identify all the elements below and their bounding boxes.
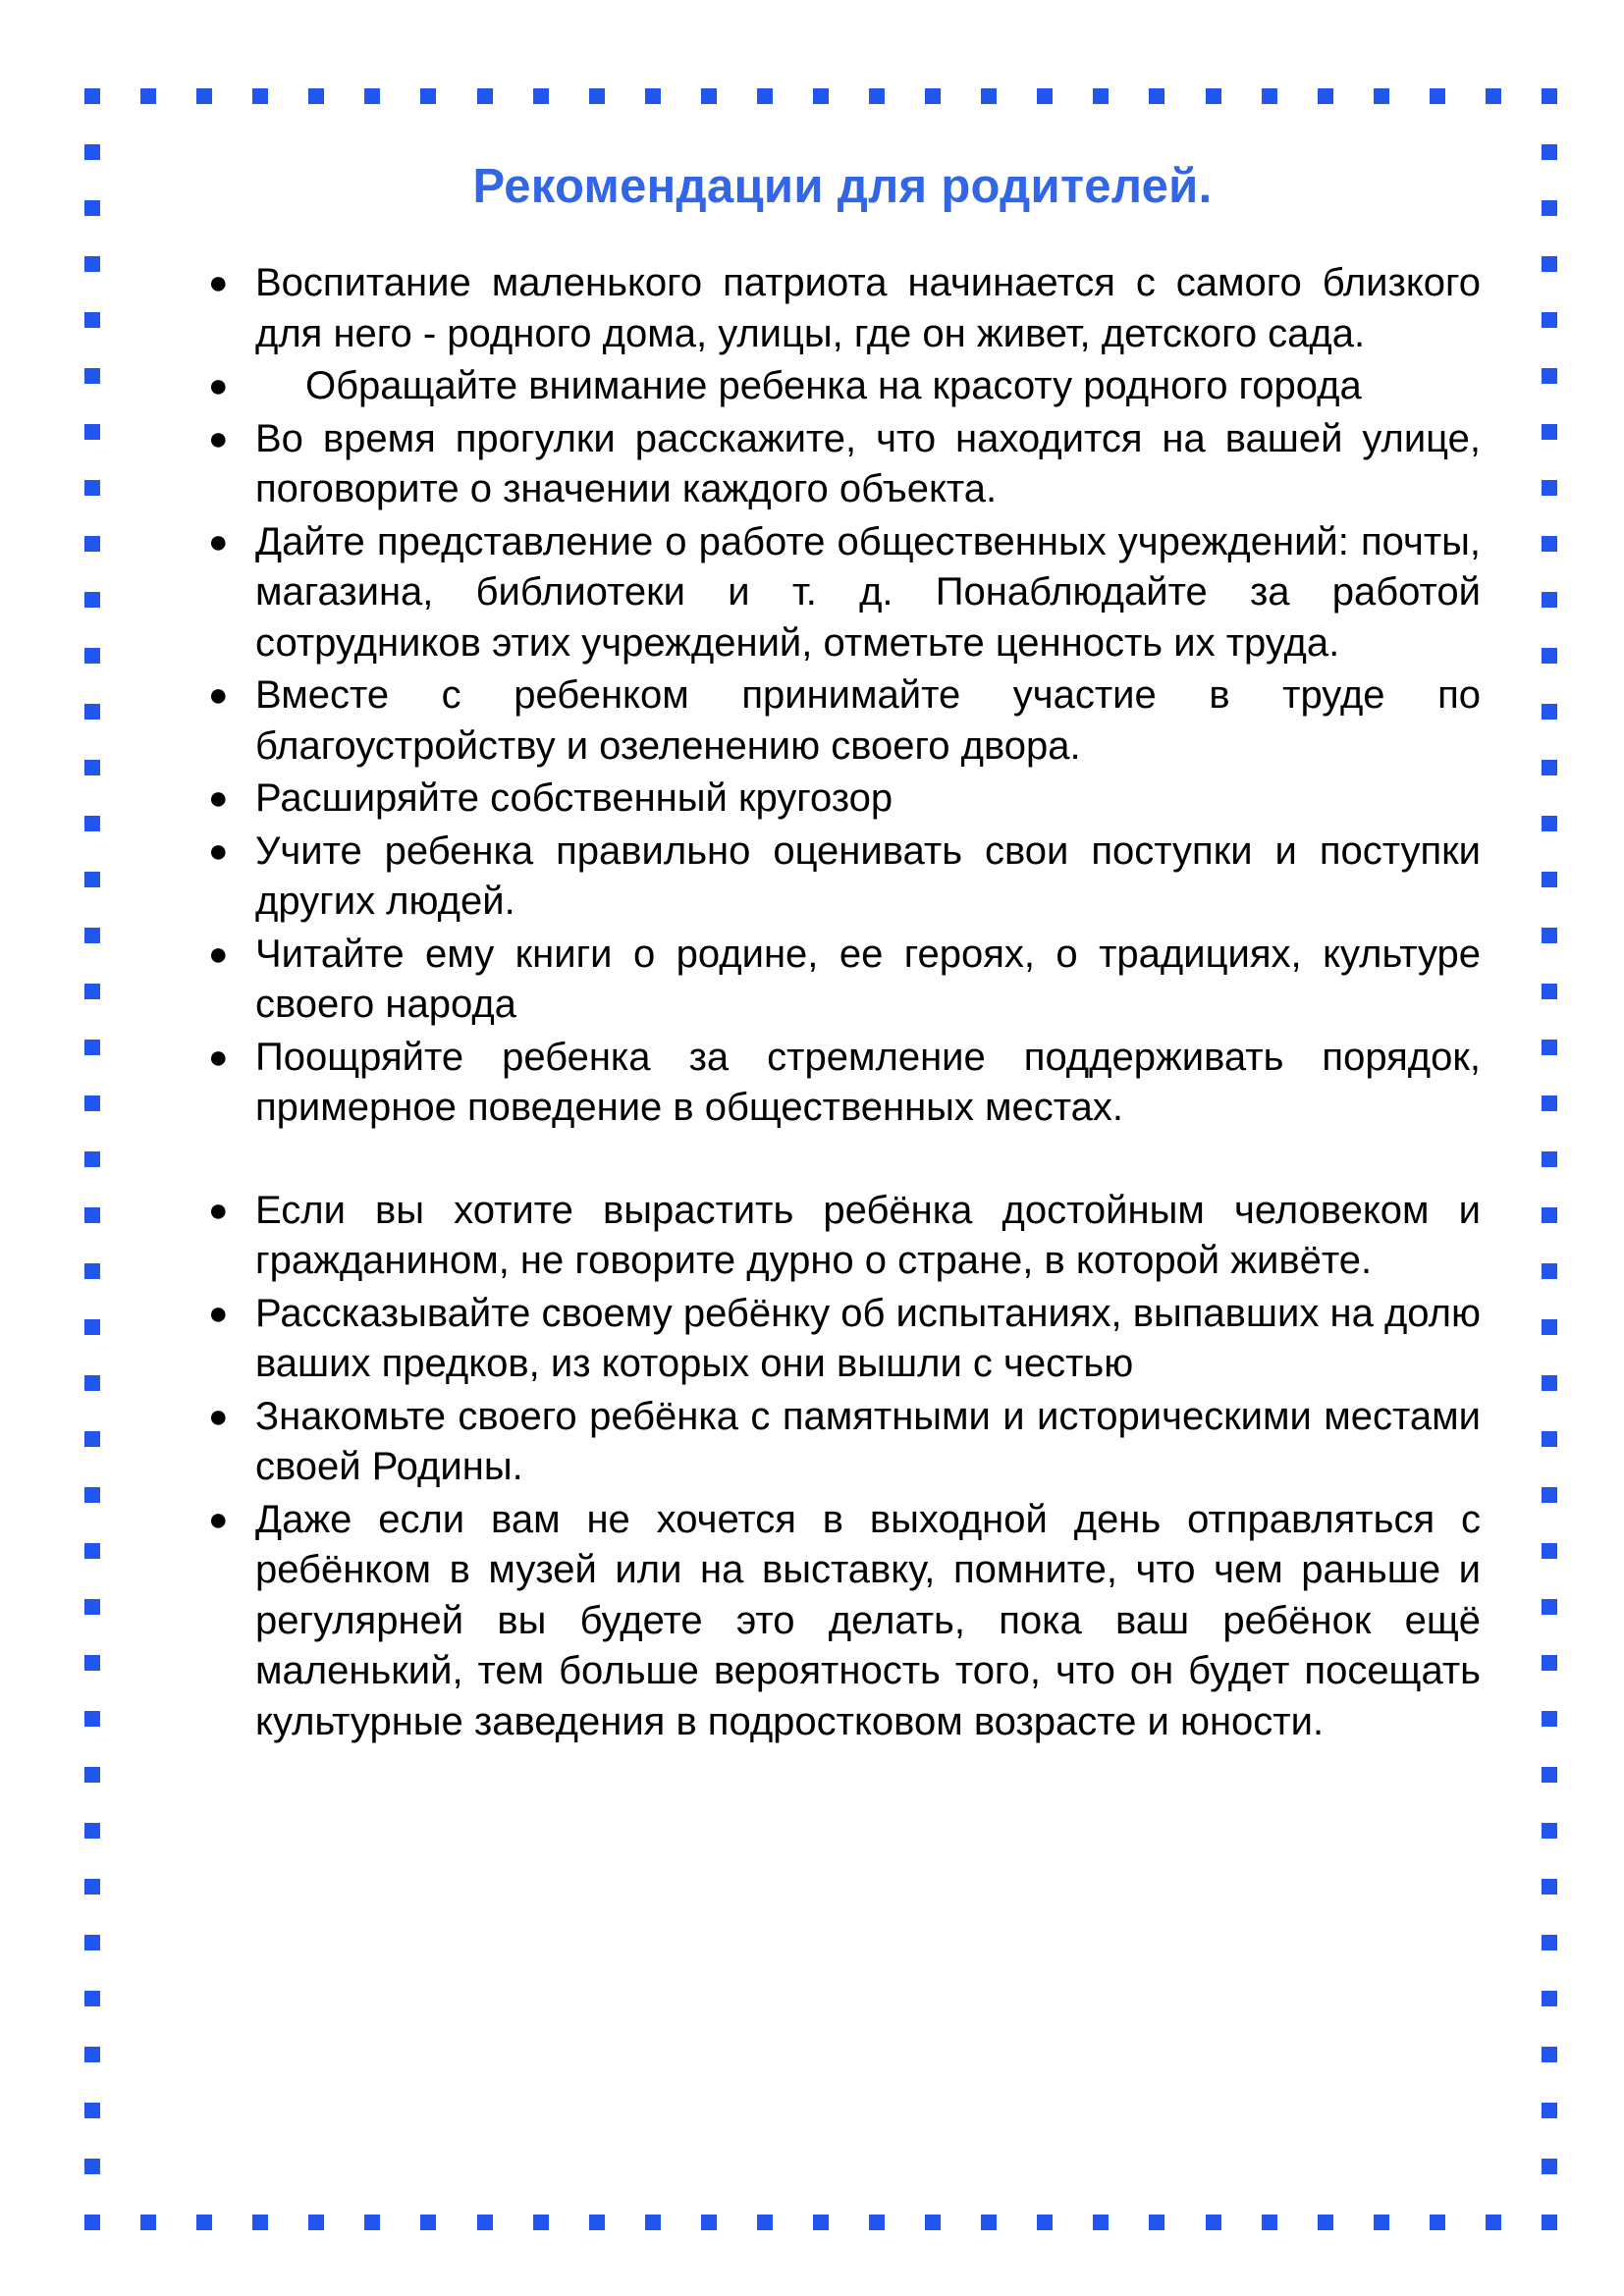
border-square — [1374, 2215, 1389, 2230]
border-square — [84, 648, 100, 664]
border-square — [84, 1879, 100, 1895]
border-square — [701, 88, 717, 104]
border-square — [84, 256, 100, 272]
list-item-text: Дайте представление о работе общественных учреждений: почты, магазина, библиотеки и т. д. Понаблюдайте за работой сотрудников этих учреждений, отметьте ценность их труда. — [255, 519, 1481, 665]
list-item — [204, 1392, 1481, 1493]
border-square — [308, 88, 324, 104]
border-square — [1486, 88, 1501, 104]
border-square — [1542, 200, 1557, 216]
border-square — [1542, 480, 1557, 496]
list-item-text: Если вы хотите вырастить ребёнка достойным человеком и гражданином, не говорите дурно о стране, в которой живёте. — [255, 1188, 1481, 1282]
border-square — [308, 2215, 324, 2230]
border-square — [1542, 88, 1557, 104]
border-square — [1542, 144, 1557, 160]
border-square — [84, 1935, 100, 1950]
border-square — [1542, 1207, 1557, 1223]
list-item — [204, 258, 1481, 359]
border-square — [1542, 2103, 1557, 2118]
border-square — [84, 984, 100, 999]
list-item-text: Знакомьте своего ребёнка с памятными и историческими местами своей Родины. — [255, 1394, 1481, 1488]
bullet-icon: ● — [208, 831, 229, 870]
list-item — [204, 1495, 1481, 1748]
bullet-icon: ● — [208, 1038, 229, 1076]
list-item — [204, 414, 1481, 515]
border-square — [1206, 2215, 1221, 2230]
border-square — [84, 200, 100, 216]
border-square — [420, 88, 436, 104]
border-square — [84, 88, 100, 104]
list-item — [204, 670, 1481, 772]
list-item-text: Во время прогулки расскажите, что находится на вашей улице, поговорите о значении каждого объекта. — [255, 416, 1481, 510]
page-title: Рекомендации для родителей. — [472, 160, 1213, 213]
border-square — [981, 88, 997, 104]
border-square — [84, 1375, 100, 1391]
list-item — [204, 1186, 1481, 1287]
border-square — [84, 144, 100, 160]
border-square — [1318, 2215, 1333, 2230]
border-square — [1542, 2159, 1557, 2174]
border-square — [1542, 1879, 1557, 1895]
border-square — [1149, 2215, 1164, 2230]
list-item — [204, 1033, 1481, 1134]
border-square — [420, 2215, 436, 2230]
border-square — [1542, 1431, 1557, 1447]
list-spacer — [204, 1136, 1481, 1186]
border-square — [84, 1151, 100, 1167]
border-square — [1542, 1375, 1557, 1391]
border-square — [252, 88, 268, 104]
border-square — [364, 88, 380, 104]
recommendations-list-1 — [204, 258, 1481, 1134]
border-square — [84, 928, 100, 943]
border-square — [84, 704, 100, 720]
list-item-text: Учите ребенка правильно оценивать свои поступки и поступки других людей. — [255, 828, 1481, 923]
border-square — [1149, 88, 1164, 104]
border-square — [84, 760, 100, 775]
border-square — [1206, 88, 1221, 104]
list-item — [204, 827, 1481, 928]
border-square — [645, 88, 661, 104]
border-square — [813, 88, 829, 104]
border-square — [84, 2103, 100, 2118]
bullet-icon: ● — [208, 1397, 229, 1435]
bullet-icon: ● — [208, 264, 229, 301]
border-square — [84, 1599, 100, 1615]
list-item — [204, 517, 1481, 669]
list-item-text: Обращайте внимание ребенка на красоту родного города — [305, 364, 1362, 407]
border-square — [1542, 1767, 1557, 1783]
border-square — [1542, 312, 1557, 328]
border-square — [1542, 648, 1557, 664]
border-square — [1542, 368, 1557, 384]
list-item-text: Читайте ему книги о родине, ее героях, о традициях, культуре своего народа — [255, 932, 1481, 1026]
border-square — [1542, 1935, 1557, 1950]
border-square — [84, 1040, 100, 1055]
border-square — [1542, 816, 1557, 831]
border-square — [589, 2215, 605, 2230]
border-square — [645, 2215, 661, 2230]
border-square — [1542, 1991, 1557, 2006]
list-item — [204, 361, 1481, 412]
border-square — [477, 88, 493, 104]
border-square — [1542, 1823, 1557, 1839]
bullet-icon: ● — [208, 676, 229, 714]
border-square — [1542, 760, 1557, 775]
border-square — [1542, 1655, 1557, 1671]
border-square — [533, 2215, 549, 2230]
border-square — [477, 2215, 493, 2230]
content-area — [204, 157, 1481, 1749]
border-square — [84, 1711, 100, 1727]
border-square — [84, 312, 100, 328]
border-square — [1542, 592, 1557, 608]
border-square — [84, 1767, 100, 1783]
border-square — [1542, 872, 1557, 887]
border-square — [1542, 984, 1557, 999]
border-square — [84, 872, 100, 887]
bullet-icon: ● — [208, 779, 229, 817]
border-square — [1262, 2215, 1277, 2230]
bullet-icon: ● — [208, 367, 229, 404]
border-square — [1542, 928, 1557, 943]
border-square — [1262, 88, 1277, 104]
border-square — [196, 88, 212, 104]
border-square — [1093, 2215, 1109, 2230]
border-square — [1542, 704, 1557, 720]
border-square — [1542, 1599, 1557, 1615]
border-square — [84, 1431, 100, 1447]
border-square — [84, 536, 100, 552]
border-square — [1542, 1263, 1557, 1279]
border-square — [140, 2215, 156, 2230]
border-square — [869, 2215, 885, 2230]
border-square — [84, 592, 100, 608]
recommendations-list-2 — [204, 1186, 1481, 1748]
border-square — [701, 2215, 717, 2230]
border-square — [1542, 1319, 1557, 1335]
border-square — [1542, 2047, 1557, 2062]
list-item-text: Рассказывайте своему ребёнку об испытаниях, выпавших на долю ваших предков, из которых они вышли с честью — [255, 1291, 1481, 1385]
border-square — [84, 1319, 100, 1335]
bullet-icon: ● — [208, 934, 229, 973]
border-square — [1542, 2215, 1557, 2230]
border-square — [757, 88, 773, 104]
border-square — [84, 1543, 100, 1559]
list-item — [204, 1289, 1481, 1390]
bullet-icon: ● — [208, 1294, 229, 1332]
border-square — [252, 2215, 268, 2230]
border-square — [84, 1095, 100, 1111]
border-square — [757, 2215, 773, 2230]
border-square — [1542, 256, 1557, 272]
bullet-icon: ● — [208, 419, 229, 457]
border-square — [1542, 1040, 1557, 1055]
border-square — [84, 1263, 100, 1279]
border-square — [196, 2215, 212, 2230]
border-square — [1542, 1487, 1557, 1503]
list-item-text: Расширяйте собственный кругозор — [255, 776, 893, 820]
border-square — [84, 2047, 100, 2062]
border-square — [1430, 88, 1445, 104]
list-item-text: Даже если вам не хочется в выходной день отправляться с ребёнком в музей или на выставку, помните, что чем раньше и регулярней вы будете это делать, пока ваш ребёнок ещё маленький, тем больше вероятность того, что он будет посещать культурные заведения в подростковом возрасте и юности. — [255, 1497, 1481, 1743]
border-square — [1318, 88, 1333, 104]
bullet-icon: ● — [208, 1191, 229, 1229]
border-square — [84, 816, 100, 831]
border-square — [1542, 424, 1557, 440]
border-square — [813, 2215, 829, 2230]
border-square — [140, 88, 156, 104]
border-square — [925, 2215, 941, 2230]
border-square — [84, 2159, 100, 2174]
border-square — [869, 88, 885, 104]
border-square — [84, 480, 100, 496]
border-square — [1374, 88, 1389, 104]
border-square — [84, 424, 100, 440]
list-item — [204, 774, 1481, 825]
border-square — [1542, 536, 1557, 552]
border-square — [1093, 88, 1109, 104]
border-square — [1542, 1543, 1557, 1559]
border-square — [84, 1823, 100, 1839]
border-square — [1542, 1151, 1557, 1167]
border-square — [533, 88, 549, 104]
bullet-icon: ● — [208, 1500, 229, 1538]
border-square — [589, 88, 605, 104]
border-square — [84, 1487, 100, 1503]
border-square — [84, 1991, 100, 2006]
bullet-icon: ● — [208, 522, 229, 561]
border-square — [925, 88, 941, 104]
border-square — [1037, 2215, 1053, 2230]
border-square — [84, 368, 100, 384]
border-square — [364, 2215, 380, 2230]
border-square — [1037, 88, 1053, 104]
list-item — [204, 930, 1481, 1031]
border-square — [1542, 1095, 1557, 1111]
list-item-text: Вместе с ребенком принимайте участие в труде по благоустройству и озеленению своего двора. — [255, 673, 1481, 768]
border-square — [1542, 1711, 1557, 1727]
border-square — [84, 2215, 100, 2230]
border-square — [1430, 2215, 1445, 2230]
border-square — [84, 1655, 100, 1671]
border-square — [1486, 2215, 1501, 2230]
list-item-text: Поощряйте ребенка за стремление поддерживать порядок, примерное поведение в общественных местах. — [255, 1035, 1481, 1129]
border-square — [981, 2215, 997, 2230]
list-item-text: Воспитание маленького патриота начинается с самого близкого для него - родного дома, улицы, где он живет, детского сада. — [255, 261, 1481, 355]
border-square — [84, 1207, 100, 1223]
